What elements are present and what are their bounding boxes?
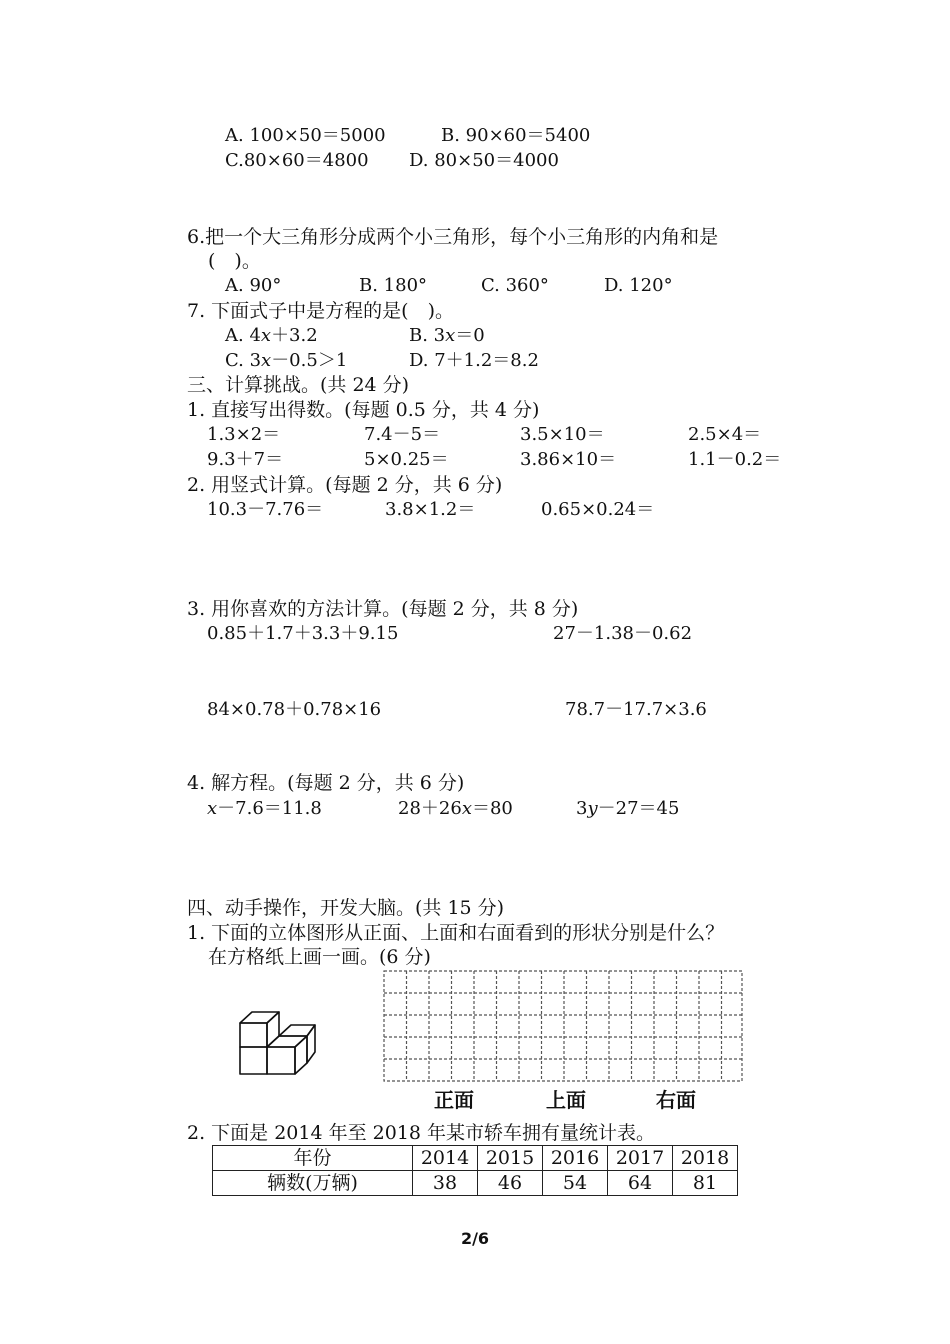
s3-p1-item: 1.1－0.2＝ (688, 449, 782, 470)
q5-option-d: D. 80×50＝4000 (409, 150, 559, 171)
row-label: 辆数(万辆) (213, 1171, 413, 1196)
table-row (213, 1146, 738, 1171)
view-label-right: 右面 (656, 1088, 696, 1112)
s3-p3-item: 84×0.78＋0.78×16 (207, 699, 382, 720)
s4-p1-line2: 在方格纸上画一画。(6 分) (208, 946, 431, 968)
s3-p1-item: 1.3×2＝ (207, 424, 281, 445)
page-number: 2/6 (460, 1229, 490, 1248)
s3-p2-item: 3.8×1.2＝ (385, 499, 476, 520)
q5-option-b: B. 90×60＝5400 (441, 125, 591, 146)
q6-option-b: B. 180° (359, 275, 428, 296)
table-row (213, 1171, 738, 1196)
s3-p3-item: 0.85＋1.7＋3.3＋9.15 (207, 623, 399, 644)
q7-option-d: D. 7＋1.2＝8.2 (409, 350, 539, 371)
s3-p2-item: 10.3－7.76＝ (207, 499, 324, 520)
s3-p1-title: 1. 直接写出得数。(每题 0.5 分，共 4 分) (187, 399, 540, 421)
s3-p3-item: 78.7－17.7×3.6 (565, 699, 707, 720)
count-cell: 64 (608, 1171, 673, 1196)
q7-stem: 7. 下面式子中是方程的是( )。 (187, 300, 454, 322)
year-cell: 2016 (543, 1146, 608, 1171)
s3-p1-item: 7.4－5＝ (364, 424, 441, 445)
s3-p2-title: 2. 用竖式计算。(每题 2 分，共 6 分) (187, 474, 503, 496)
q6-option-c: C. 360° (481, 275, 549, 296)
section4-title: 四、动手操作，开发大脑。(共 15 分) (187, 897, 505, 919)
s3-p1-item: 9.3＋7＝ (207, 449, 284, 470)
car-stat-table (212, 1145, 738, 1196)
q6-stem-line1: 6.把一个大三角形分成两个小三角形，每个小三角形的内角和是 (187, 226, 719, 248)
q5-option-c: C.80×60＝4800 (225, 150, 369, 171)
s3-p3-item: 27－1.38－0.62 (553, 623, 693, 644)
s4-p2-title: 2. 下面是 2014 年至 2018 年某市轿车拥有量统计表。 (187, 1122, 656, 1144)
s3-p4-equation-3: 3y－27＝45 (576, 798, 680, 819)
s3-p1-item: 5×0.25＝ (364, 449, 449, 470)
year-cell: 2018 (673, 1146, 738, 1171)
cube-figure (237, 1008, 319, 1078)
count-cell: 38 (413, 1171, 478, 1196)
view-label-top: 上面 (546, 1088, 586, 1112)
s3-p1-item: 3.5×10＝ (520, 424, 605, 445)
s3-p4-equation-2: 28＋26x＝80 (398, 798, 513, 819)
year-cell: 2014 (413, 1146, 478, 1171)
count-cell: 81 (673, 1171, 738, 1196)
s3-p4-equation-1: x－7.6＝11.8 (207, 798, 322, 819)
q6-option-d: D. 120° (604, 275, 673, 296)
s3-p3-title: 3. 用你喜欢的方法计算。(每题 2 分，共 8 分) (187, 598, 579, 620)
q7-option-c: C. 3x－0.5＞1 (225, 350, 348, 371)
grid-paper[interactable] (383, 970, 743, 1082)
s3-p1-item: 3.86×10＝ (520, 449, 617, 470)
year-cell: 2015 (478, 1146, 543, 1171)
grid-lines (383, 970, 743, 1082)
s3-p4-title: 4. 解方程。(每题 2 分，共 6 分) (187, 772, 465, 794)
count-cell: 54 (543, 1171, 608, 1196)
count-cell: 46 (478, 1171, 543, 1196)
section3-title: 三、计算挑战。(共 24 分) (187, 374, 410, 396)
header-label: 年份 (213, 1146, 413, 1171)
view-label-front: 正面 (434, 1088, 474, 1112)
q6-stem-line2: ( )。 (208, 250, 261, 272)
q7-option-a: A. 4x＋3.2 (225, 325, 318, 346)
q6-option-a: A. 90° (225, 275, 282, 296)
year-cell: 2017 (608, 1146, 673, 1171)
s4-p1-line1: 1. 下面的立体图形从正面、上面和右面看到的形状分别是什么？ (187, 922, 725, 944)
stacked-cubes-drawing (237, 1008, 319, 1078)
s3-p2-item: 0.65×0.24＝ (541, 499, 655, 520)
s3-p1-item: 2.5×4＝ (688, 424, 762, 445)
q7-option-b: B. 3x＝0 (409, 325, 485, 346)
q5-option-a: A. 100×50＝5000 (225, 125, 386, 146)
